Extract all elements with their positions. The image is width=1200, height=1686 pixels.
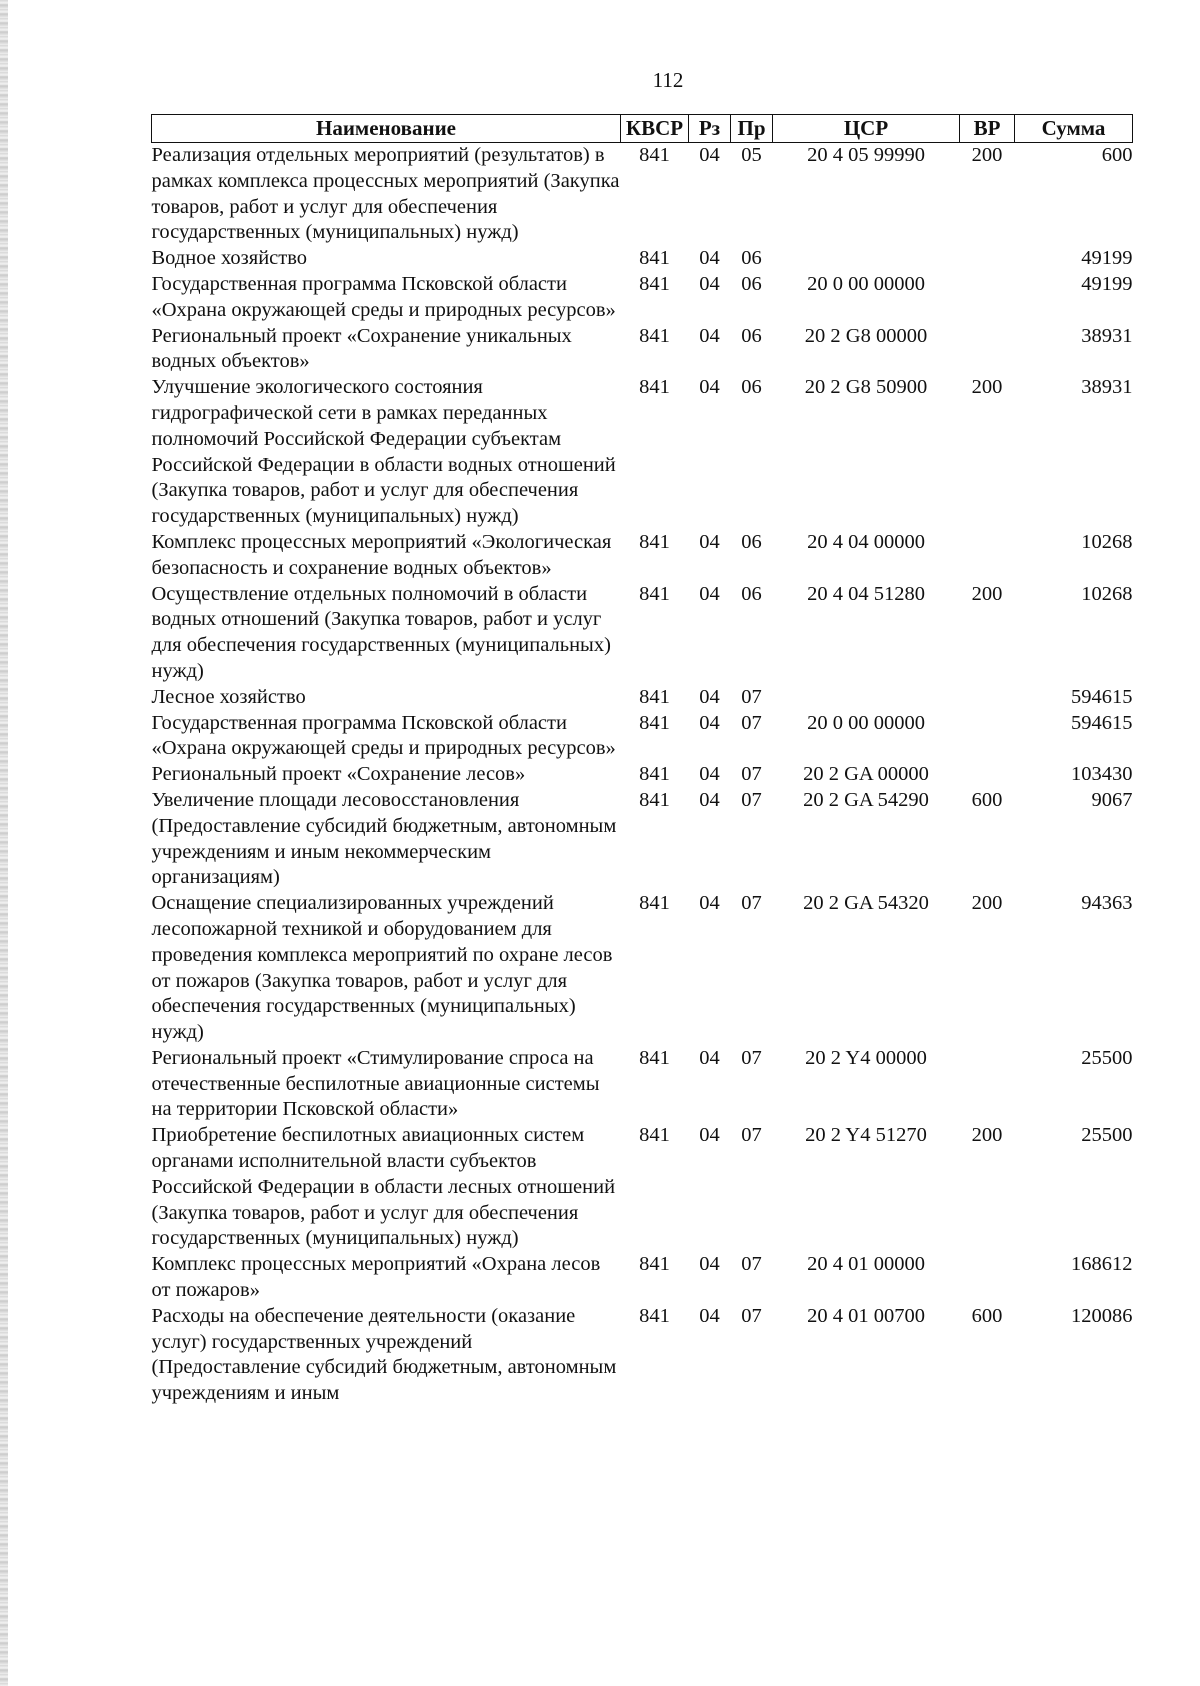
cell-vr	[960, 272, 1015, 324]
cell-name: Оснащение специализированных учреждений лесопожарной техникой и оборудованием для проведения комплекса мероприятий по охране лесов от пожаров (Закупка товаров, работ и услуг для обеспечения государственных (муниципальных) нужд)	[151, 892, 613, 1044]
cell-vr: 200	[971, 144, 1003, 166]
cell-rz: 04	[699, 711, 720, 734]
cell-kvsr: 841	[639, 1046, 670, 1069]
cell-kvsr: 841	[639, 1253, 670, 1276]
header-csr: ЦСР	[773, 115, 960, 143]
cell-csr: 20 2 G8 00000	[804, 324, 928, 347]
cell-rz: 04	[699, 144, 720, 166]
cell-pr: 06	[741, 247, 762, 270]
cell-rz: 04	[699, 582, 720, 605]
cell-rz: 04	[699, 247, 720, 270]
cell-rz: 04	[699, 788, 720, 811]
cell-rz: 04	[699, 272, 720, 295]
header-name: Наименование	[152, 115, 621, 143]
cell-name: Улучшение экологического состояния гидрографической сети в рамках переданных полномочий Российской Федерации субъектам Российской Федерации в области водных отношений (Закупка товаров, работ и услуг для обеспечения государственных (муниципальных) нужд)	[151, 376, 616, 528]
cell-csr: 20 2 GA 00000	[803, 763, 929, 786]
cell-name: Лесное хозяйство	[151, 685, 306, 708]
cell-sum: 25500	[1081, 1046, 1133, 1069]
cell-sum: 49199	[1081, 272, 1133, 295]
table-row	[152, 324, 1133, 376]
cell-vr: 200	[971, 582, 1003, 605]
table-row	[152, 143, 1133, 247]
table-row	[152, 1123, 1133, 1252]
page-number: 112	[652, 68, 684, 92]
cell-pr: 05	[741, 144, 762, 166]
cell-vr	[960, 711, 1015, 763]
cell-vr: 200	[971, 376, 1003, 399]
cell-kvsr: 841	[639, 711, 670, 734]
cell-kvsr: 841	[639, 763, 670, 786]
cell-kvsr: 841	[639, 892, 670, 915]
cell-name: Региональный проект «Сохранение лесов»	[151, 763, 526, 786]
cell-pr: 07	[741, 711, 762, 734]
cell-vr	[960, 1252, 1015, 1304]
cell-pr: 07	[741, 1124, 762, 1147]
cell-kvsr: 841	[639, 582, 670, 605]
cell-rz: 04	[699, 685, 720, 708]
cell-sum: 49199	[1081, 247, 1133, 270]
cell-sum: 38931	[1081, 324, 1133, 347]
cell-pr: 06	[741, 376, 762, 399]
cell-rz: 04	[699, 1124, 720, 1147]
cell-sum: 594615	[1071, 685, 1133, 708]
table-header-row	[152, 115, 1133, 143]
cell-name: Государственная программа Псковской области «Охрана окружающей среды и природных ресурсов»	[151, 711, 616, 760]
cell-rz: 04	[699, 1046, 720, 1069]
cell-rz: 04	[699, 1253, 720, 1276]
cell-vr: 200	[971, 1124, 1003, 1147]
table-row	[152, 272, 1133, 324]
header-pr: Пр	[731, 115, 773, 143]
cell-csr: 20 0 00 00000	[807, 272, 925, 295]
cell-vr	[960, 246, 1015, 272]
cell-csr: 20 2 Y4 51270	[805, 1124, 927, 1147]
cell-kvsr: 841	[639, 376, 670, 399]
cell-kvsr: 841	[639, 530, 670, 553]
scan-edge	[0, 0, 8, 1686]
cell-vr: 600	[971, 788, 1003, 811]
header-vr: ВР	[960, 115, 1015, 143]
cell-sum: 120086	[1071, 1304, 1133, 1327]
cell-vr: 600	[971, 1304, 1003, 1327]
cell-pr: 06	[741, 582, 762, 605]
cell-sum: 25500	[1081, 1124, 1133, 1147]
cell-name: Увеличение площади лесовосстановления (Предоставление субсидий бюджетным, автономным учреждениям и иным некоммерческим организациям)	[151, 788, 617, 889]
table-row	[152, 762, 1133, 788]
cell-pr: 07	[741, 788, 762, 811]
cell-vr	[960, 762, 1015, 788]
cell-name: Региональный проект «Стимулирование спроса на отечественные беспилотные авиационные системы на территории Псковской области»	[151, 1046, 600, 1121]
cell-csr: 20 4 04 51280	[807, 582, 925, 605]
table-row	[152, 582, 1133, 685]
cell-rz: 04	[699, 530, 720, 553]
cell-sum: 38931	[1081, 376, 1133, 399]
cell-kvsr: 841	[639, 1124, 670, 1147]
cell-rz: 04	[699, 763, 720, 786]
table-row	[152, 891, 1133, 1046]
cell-kvsr: 841	[639, 324, 670, 347]
cell-kvsr: 841	[639, 144, 670, 166]
cell-csr	[773, 685, 960, 711]
cell-csr	[773, 246, 960, 272]
table-row	[152, 685, 1133, 711]
cell-vr	[960, 530, 1015, 582]
cell-pr: 07	[741, 892, 762, 915]
table-row	[152, 1304, 1133, 1407]
cell-kvsr: 841	[639, 685, 670, 708]
cell-csr: 20 2 GA 54320	[803, 892, 929, 915]
cell-sum: 600	[1101, 144, 1133, 166]
cell-csr: 20 4 01 00700	[807, 1304, 925, 1327]
table-row	[152, 375, 1133, 530]
cell-name: Приобретение беспилотных авиационных систем органами исполнительной власти субъектов Российской Федерации в области лесных отношений (Закупка товаров, работ и услуг для обеспечения государственных (муниципальных) нужд)	[151, 1124, 616, 1250]
table-row	[152, 711, 1133, 763]
cell-kvsr: 841	[639, 788, 670, 811]
cell-name: Расходы на обеспечение деятельности (оказание услуг) государственных учреждений (Предоставление субсидий бюджетным, автономным учреждениям и иным	[151, 1304, 617, 1405]
cell-kvsr: 841	[639, 1304, 670, 1327]
cell-csr: 20 4 01 00000	[807, 1253, 925, 1276]
cell-pr: 06	[741, 324, 762, 347]
cell-pr: 07	[741, 1046, 762, 1069]
cell-name: Региональный проект «Сохранение уникальных водных объектов»	[151, 324, 572, 373]
cell-csr: 20 2 G8 50900	[804, 376, 928, 399]
cell-name: Государственная программа Псковской области «Охрана окружающей среды и природных ресурсов»	[151, 272, 616, 321]
cell-kvsr: 841	[639, 247, 670, 270]
cell-sum: 594615	[1071, 711, 1133, 734]
cell-vr	[960, 685, 1015, 711]
cell-vr	[960, 1046, 1015, 1123]
cell-name: Реализация отдельных мероприятий (результатов) в рамках комплекса процессных мероприятий (Закупка товаров, работ и услуг для обеспечения государственных (муниципальных) нужд)	[151, 144, 620, 244]
cell-name: Комплекс процессных мероприятий «Экологическая безопасность и сохранение водных объектов»	[151, 530, 612, 579]
cell-rz: 04	[699, 892, 720, 915]
table-row	[152, 530, 1133, 582]
budget-table	[151, 114, 1133, 1407]
cell-name: Комплекс процессных мероприятий «Охрана лесов от пожаров»	[151, 1253, 601, 1302]
header-sum: Сумма	[1015, 115, 1133, 143]
table-row	[152, 1252, 1133, 1304]
cell-name: Водное хозяйство	[151, 247, 308, 270]
cell-rz: 04	[699, 1304, 720, 1327]
header-rz: Рз	[689, 115, 731, 143]
table-row	[152, 246, 1133, 272]
cell-csr: 20 0 00 00000	[807, 711, 925, 734]
cell-csr: 20 4 04 00000	[807, 530, 925, 553]
cell-pr: 07	[741, 1304, 762, 1327]
cell-csr: 20 4 05 99990	[807, 144, 925, 166]
cell-name: Осуществление отдельных полномочий в области водных отношений (Закупка товаров, работ и услуг для обеспечения государственных (муниципальных) нужд)	[151, 582, 611, 682]
cell-sum: 10268	[1081, 530, 1133, 553]
cell-pr: 06	[741, 530, 762, 553]
table-row	[152, 788, 1133, 891]
header-kvsr: КВСР	[621, 115, 689, 143]
cell-rz: 04	[699, 324, 720, 347]
cell-pr: 06	[741, 272, 762, 295]
cell-sum: 9067	[1091, 788, 1133, 811]
cell-pr: 07	[741, 763, 762, 786]
cell-pr: 07	[741, 685, 762, 708]
cell-sum: 94363	[1081, 892, 1133, 915]
cell-csr: 20 2 Y4 00000	[805, 1046, 927, 1069]
table-row	[152, 1046, 1133, 1123]
cell-vr: 200	[971, 892, 1003, 915]
cell-vr	[960, 324, 1015, 376]
cell-kvsr: 841	[639, 272, 670, 295]
cell-sum: 10268	[1081, 582, 1133, 605]
cell-sum: 168612	[1071, 1253, 1133, 1276]
cell-pr: 07	[741, 1253, 762, 1276]
cell-sum: 103430	[1071, 763, 1133, 786]
cell-rz: 04	[699, 376, 720, 399]
cell-csr: 20 2 GA 54290	[803, 788, 929, 811]
